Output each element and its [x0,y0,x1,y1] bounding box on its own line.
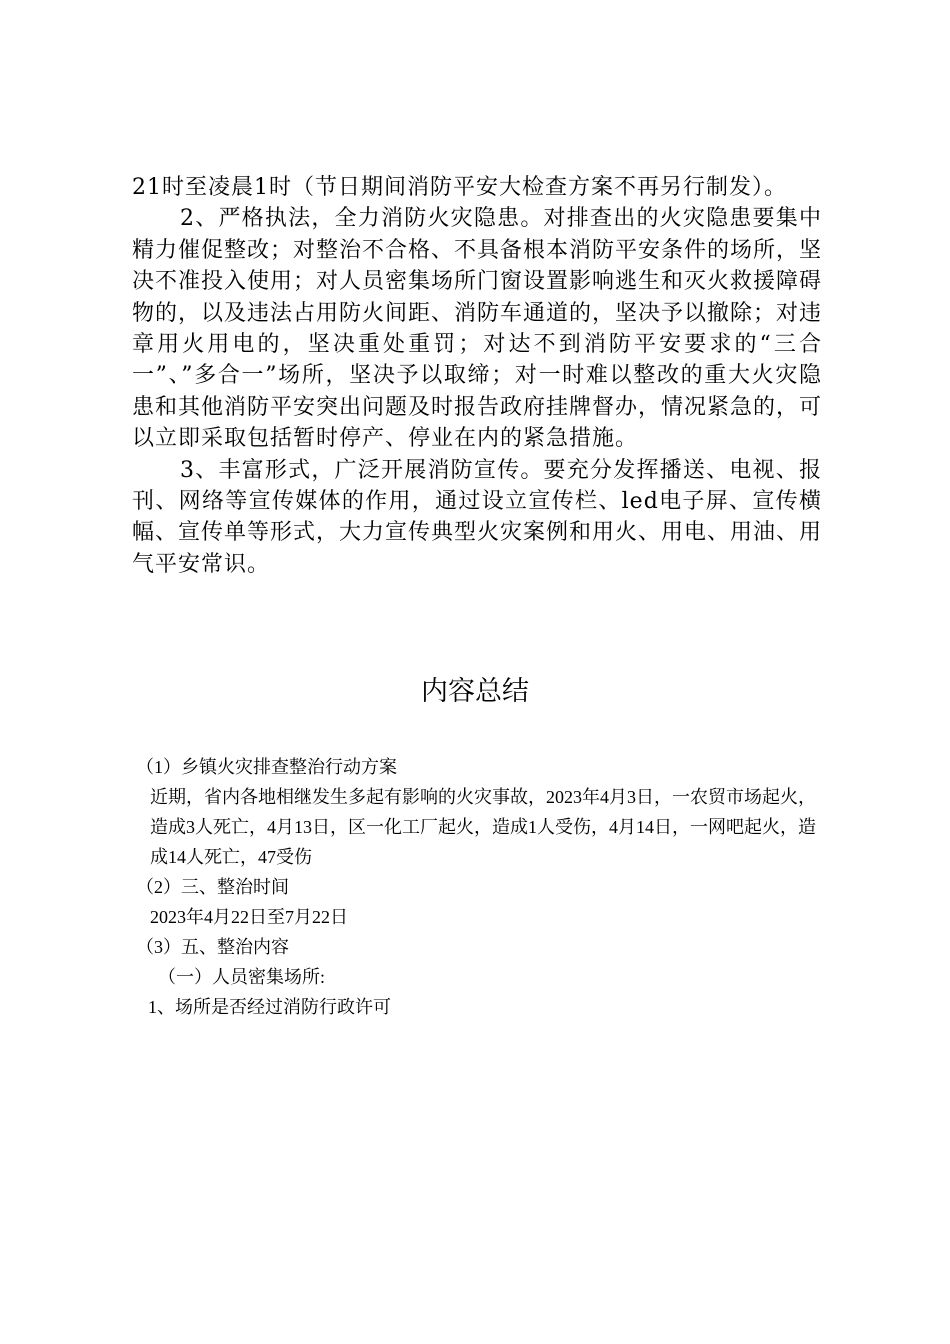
summary-item-2-text: 2023年4月22日至7月22日 [150,907,348,927]
summary-item-1-text: 近期，省内各地相继发生多起有影响的火灾事故，2023年4月3日，一农贸市场起火，造成3人死亡，4月13日，区一化工厂起火，造成1人受伤，4月14日，一网吧起火，造成14人死亡，47受伤 [150,787,816,867]
summary-title: 内容总结 [421,676,529,707]
paragraph-publicity: 3、丰富形式，广泛开展消防宣传。要充分发挥播送、电视、报刊、网络等宣传媒体的作用，通过设立宣传栏、led电子屏、宣传横幅、宣传单等形式，大力宣传典型火灾案例和用火、用电、用油、用气平安常识。 [132,457,823,577]
body-text [132,172,822,580]
summary-item-3: （3）五、整治内容 [136,937,289,957]
paragraph-continuation: 21时至凌晨1时（节日期间消防平安大检查方案不再另行制发）。 [132,175,787,200]
summary-item-2: （2）三、整治时间 [136,877,289,897]
summary-item-3-sub: （一）人员密集场所: [158,967,326,987]
summary-item-1: （1）乡镇火灾排查整治行动方案 [136,757,397,777]
summary-section [136,752,826,1022]
paragraph-strict-enforcement: 2、严格执法，全力消防火灾隐患。对排查出的火灾隐患要集中精力催促整改；对整治不合格、不具备根本消防平安条件的场所，坚决不准投入使用；对人员密集场所门窗设置影响逃生和灭火救援障碍物的，以及违法占用防火间距、消防车通道的，坚决予以撤除；对违章用火用电的，坚决重处重罚；对达不到消防平安要求的“三合一”、”多合一”场所，坚决予以取缔；对一时难以整改的重大火灾隐患和其他消防平安突出问题及时报告政府挂牌督办，情况紧急的，可以立即采取包括暂时停产、停业在内的紧急措施。 [132,206,823,452]
summary-item-3-text: 1、场所是否经过消防行政许可 [148,997,391,1017]
